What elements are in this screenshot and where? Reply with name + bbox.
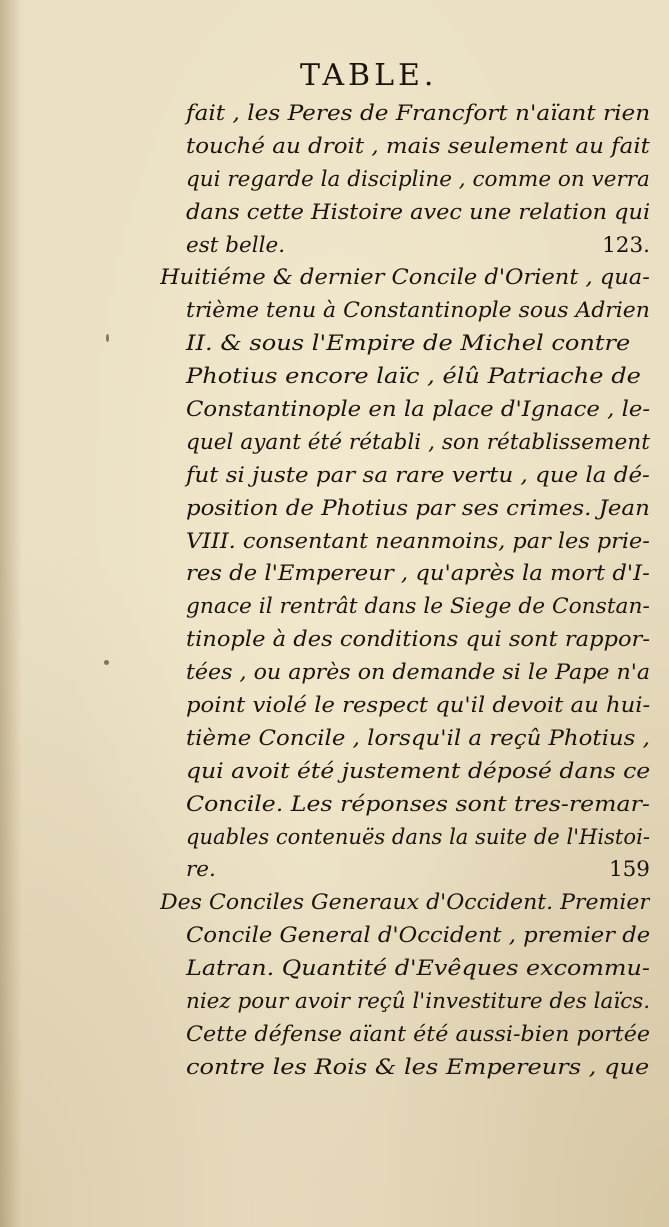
text-line-content: fut si juste par sa rare vertu , que la dé- [186, 462, 650, 488]
text-line [160, 262, 650, 295]
text-line [160, 361, 650, 394]
text-line [160, 854, 650, 887]
page-reference-number: 123. [602, 232, 650, 258]
text-line [160, 1019, 650, 1052]
text-line [160, 789, 650, 822]
paper-speck [106, 334, 109, 342]
text-line-content: re. [186, 857, 216, 883]
text-line-content: Des Conciles Generaux d'Occident. Premier [160, 890, 650, 916]
text-line-content: gnace il rentrât dans le Siege de Constan- [186, 594, 650, 620]
text-line [160, 887, 650, 920]
text-line-content: touché au droit , mais seulement au fait [186, 133, 650, 159]
text-line [160, 230, 650, 263]
text-line [160, 427, 650, 460]
text-line-content: Concile. Les réponses sont tres-remar- [186, 791, 650, 817]
text-line-content: dans cette Histoire avec une relation qui [186, 199, 650, 225]
text-line [160, 1052, 650, 1085]
text-line-content: fait , les Peres de Francfort n'aïant rien [186, 101, 650, 126]
text-line [160, 131, 650, 164]
text-line [160, 756, 650, 789]
text-line-content: position de Photius par ses crimes. Jean [186, 495, 650, 521]
text-line-content: Concile General d'Occident , premier de [186, 923, 650, 949]
text-line-content: quables contenuës dans la suite de l'Histoi- [186, 824, 650, 850]
text-line [160, 920, 650, 953]
table-of-contents-text [160, 98, 650, 1085]
running-heading: TABLE. [300, 58, 438, 93]
text-line-content: II. & sous l'Empire de Michel contre [186, 331, 631, 357]
text-line [160, 723, 650, 756]
text-line-content: Cette défense aïant été aussi-bien portée [186, 1021, 650, 1047]
text-line-content: point violé le respect qu'il devoit au hui- [186, 693, 650, 719]
text-line [160, 822, 650, 855]
text-line [160, 328, 650, 361]
text-line [160, 295, 650, 328]
text-line [160, 953, 650, 986]
text-line-content: tées , ou après on demande si le Pape n'a [186, 660, 650, 686]
text-line [160, 394, 650, 427]
text-line [160, 624, 650, 657]
paper-speck [104, 660, 109, 665]
text-line [160, 493, 650, 526]
text-line-content: contre les Rois & les Empereurs , que [186, 1054, 650, 1080]
text-line-content: qui avoit été justement déposé dans ce [186, 758, 650, 784]
text-line [160, 591, 650, 624]
text-line [160, 98, 650, 131]
text-line-content: quel ayant été rétabli , son rétablissement [186, 429, 650, 455]
text-line-content: VIII. consentant neanmoins, par les prie- [186, 528, 650, 554]
text-line [160, 986, 650, 1019]
page-reference-number: 159 [608, 857, 650, 883]
text-line-content: tième Concile , lorsqu'il a reçû Photius , [186, 725, 650, 751]
text-line [160, 558, 650, 591]
text-line [160, 526, 650, 559]
text-line [160, 164, 650, 197]
page-gutter-shadow [0, 0, 22, 1227]
text-line-content: Constantinople en la place d'Ignace , le- [186, 397, 650, 423]
text-line [160, 690, 650, 723]
text-line [160, 197, 650, 230]
text-line-content: trième tenu à Constantinople sous Adrien [186, 298, 650, 324]
text-line-content: est belle. [186, 232, 286, 258]
text-line-content: Latran. Quantité d'Evêques excommu- [186, 956, 650, 982]
text-line [160, 460, 650, 493]
text-line-content: tinople à des conditions qui sont rappor- [186, 627, 650, 653]
text-line [160, 657, 650, 690]
text-line-content: Photius encore laïc , élû Patriache de [186, 364, 641, 390]
text-line-content: qui regarde la discipline , comme on verra [186, 166, 650, 192]
text-line-content: Huitiéme & dernier Concile d'Orient , qua- [160, 265, 650, 291]
text-line-content: niez pour avoir reçû l'investiture des laïcs. [186, 989, 650, 1015]
text-line-content: res de l'Empereur , qu'après la mort d'I- [186, 561, 650, 587]
